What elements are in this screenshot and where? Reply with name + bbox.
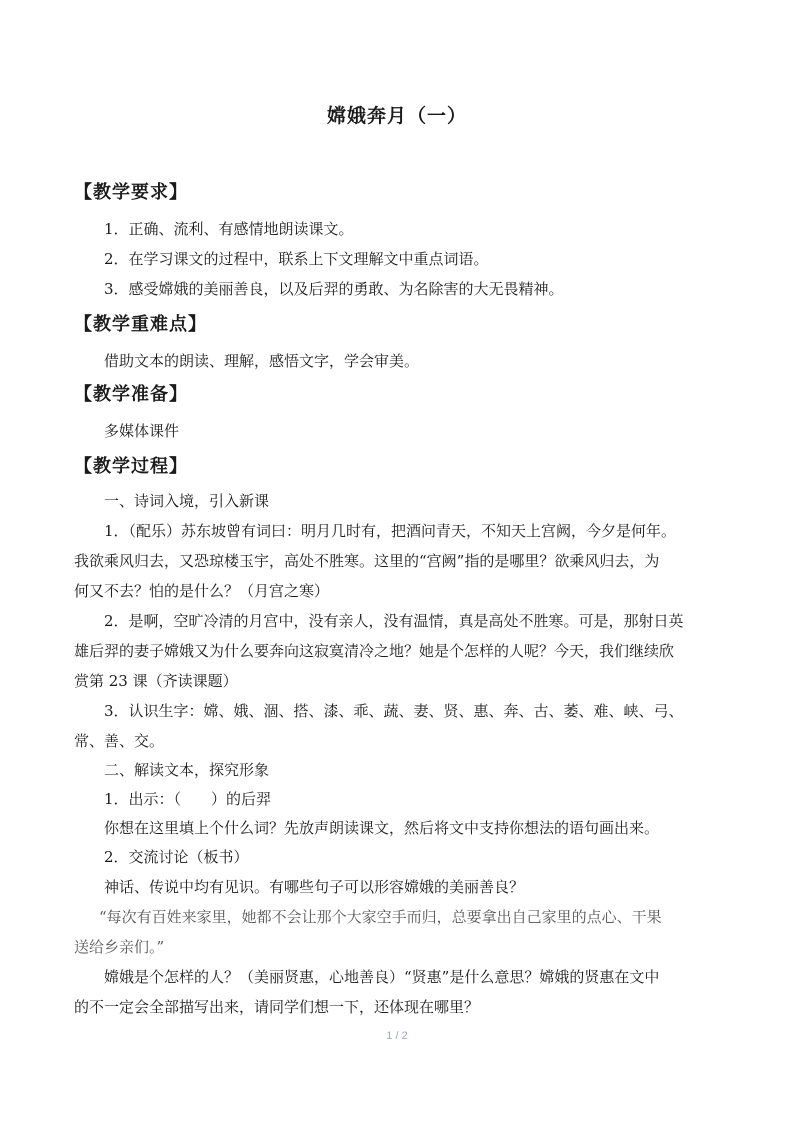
p3-line-1: 3．认识生字：嫦、娥、涸、搭、漆、乖、蔬、妻、贤、惠、奔、古、萎、难、峡、弓、 bbox=[104, 702, 684, 720]
p3-line-2: 常、善、交。 bbox=[74, 732, 165, 750]
question-1: 1．出示：（ ）的后羿 bbox=[104, 790, 272, 808]
final-line-1: 嫦娥是个怎样的人？（美丽贤惠，心地善良）“贤惠”是什么意思？嫦娥的贤惠在文中 bbox=[104, 968, 660, 986]
p1-line-3: 何又不去？怕的是什么？（月宫之寒） bbox=[74, 582, 330, 600]
heading-key-points: 【教学重难点】 bbox=[74, 314, 207, 335]
requirement-item-3: 3．感受嫦娥的美丽善良，以及后羿的勇敢、为名除害的大无畏精神。 bbox=[104, 280, 564, 298]
part2-title: 二、解读文本，探究形象 bbox=[104, 761, 270, 779]
p1-line-1: 1．（配乐）苏东坡曾有词曰：明月几时有，把酒问青天，不知天上宫阙，今夕是何年。 bbox=[104, 522, 677, 540]
quote-line-1: “每次有百姓来家里，她都不会让那个大家空手而归，总要拿出自己家里的点心、干果 bbox=[99, 908, 662, 926]
question-2-text: 神话、传说中均有见识。有哪些句子可以形容嫦娥的美丽善良？ bbox=[104, 878, 525, 896]
requirement-item-1: 1．正确、流利、有感情地朗读课文。 bbox=[104, 220, 354, 238]
part1-title: 一、诗词入境，引入新课 bbox=[104, 492, 270, 510]
question-1-text: 你想在这里填上个什么词？先放声朗读课文，然后将文中支持你想法的语句画出来。 bbox=[104, 819, 660, 837]
preparation-text: 多媒体课件 bbox=[104, 422, 180, 440]
p2-line-2: 雄后羿的妻子嫦娥又为什么要奔向这寂寞清冷之地？她是个怎样的人呢？今天，我们继续欣 bbox=[74, 642, 675, 660]
p2-line-3: 赏第 23 课（齐读课题） bbox=[74, 672, 238, 690]
document-title: 嫦娥奔月（一） bbox=[326, 105, 467, 127]
page-number: 1 / 2 bbox=[386, 1030, 408, 1042]
heading-process: 【教学过程】 bbox=[74, 456, 188, 477]
p1-line-2: 我欲乘风归去，又恐琼楼玉宇，高处不胜寒。这里的“宫阙”指的是哪里？欲乘风归去，为 bbox=[74, 552, 660, 570]
key-points-text: 借助文本的朗读、理解，感悟文字，学会审美。 bbox=[104, 352, 420, 370]
heading-preparation: 【教学准备】 bbox=[74, 384, 188, 405]
heading-requirements: 【教学要求】 bbox=[74, 182, 188, 203]
requirement-item-2: 2．在学习课文的过程中，联系上下文理解文中重点词语。 bbox=[104, 250, 489, 268]
p2-line-1: 2．是啊，空旷冷清的月宫中，没有亲人，没有温情，真是高处不胜寒。可是，那射日英 bbox=[104, 612, 684, 630]
quote-line-2: 送给乡亲们。” bbox=[74, 938, 165, 956]
final-line-2: 的不一定会全部描写出来，请同学们想一下，还体现在哪里？ bbox=[74, 998, 480, 1016]
question-2: 2．交流讨论（板书） bbox=[104, 848, 249, 866]
